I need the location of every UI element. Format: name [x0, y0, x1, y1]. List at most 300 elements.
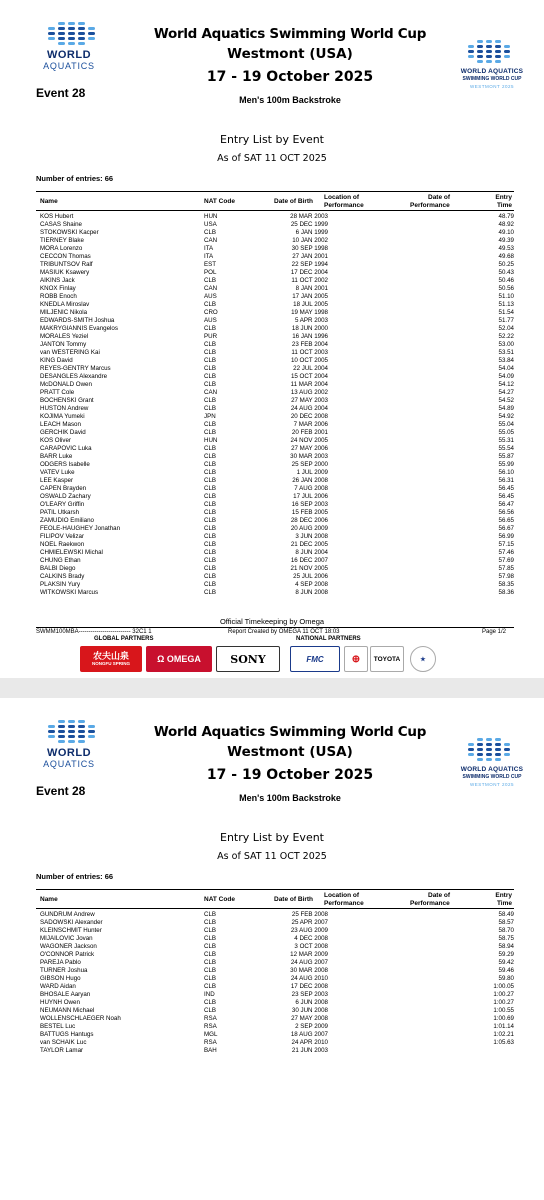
nat-code: CAN	[204, 237, 218, 244]
date-of-birth: 30 MAR 2003	[290, 453, 328, 460]
omega-logo: Ω OMEGA	[146, 646, 212, 672]
athlete-name: TIERNEY Blake	[40, 237, 84, 244]
date-of-birth: 18 AUG 2007	[290, 1031, 328, 1038]
entry-time: 49.39	[498, 237, 514, 244]
athlete-name: LEACH Mason	[40, 421, 81, 428]
nat-code: CLB	[204, 983, 217, 990]
date-of-birth: 2 SEP 2009	[295, 1023, 328, 1030]
entry-time: 59.42	[498, 959, 514, 966]
table-row	[36, 341, 514, 349]
entry-time: 1:00.05	[493, 983, 514, 990]
nat-code: CLB	[204, 429, 217, 436]
competition-title: World Aquatics Swimming World Cup	[153, 724, 427, 740]
date-of-birth: 21 JUN 2003	[291, 1047, 328, 1054]
table-row	[36, 213, 514, 221]
entry-time: 55.54	[498, 445, 514, 452]
col-time-1: Entry	[495, 892, 512, 899]
table-row	[36, 573, 514, 581]
entry-time: 58.36	[498, 589, 514, 596]
entry-time: 1:00.27	[493, 999, 514, 1006]
col-dop-2: Performance	[410, 202, 450, 209]
date-of-birth: 8 JUN 2008	[295, 589, 328, 596]
entry-time: 50.56	[498, 285, 514, 292]
entry-time: 58.49	[498, 911, 514, 918]
table-row	[36, 1015, 514, 1023]
date-of-birth: 6 JAN 1999	[295, 229, 328, 236]
col-nat: NAT Code	[204, 198, 235, 205]
entry-time: 57.85	[498, 565, 514, 572]
date-of-birth: 24 APR 2010	[291, 1039, 328, 1046]
table-row	[36, 277, 514, 285]
nat-code: CLB	[204, 549, 217, 556]
athlete-name: CHUNG Ethan	[40, 557, 81, 564]
col-dop-1: Date of	[428, 892, 451, 899]
entry-time: 49.68	[498, 253, 514, 260]
athlete-name: BOCHENSKI Grant	[40, 397, 94, 404]
global-partners-label: GLOBAL PARTNERS	[94, 636, 154, 642]
date-of-birth: 21 NOV 2005	[290, 565, 328, 572]
athlete-name: HUYNH Owen	[40, 999, 80, 1006]
date-of-birth: 24 NOV 2005	[290, 437, 328, 444]
race-name: Men's 100m Backstroke	[239, 95, 341, 105]
nat-code: HUN	[204, 437, 218, 444]
date-of-birth: 12 MAR 2009	[290, 951, 328, 958]
event-number: Event 28	[36, 86, 86, 100]
entry-time: 56.31	[498, 477, 514, 484]
nat-code: POL	[204, 269, 217, 276]
table-row	[36, 461, 514, 469]
table-row	[36, 421, 514, 429]
table-row	[36, 317, 514, 325]
entry-time: 54.89	[498, 405, 514, 412]
entry-time: 1:00.69	[493, 1015, 514, 1022]
entry-time: 52.22	[498, 333, 514, 340]
entry-time: 57.15	[498, 541, 514, 548]
athlete-name: ZAMUDIO Emiliano	[40, 517, 94, 524]
date-of-birth: 25 JUL 2006	[293, 573, 328, 580]
entry-time: 54.52	[498, 397, 514, 404]
logo-text-aquatics: AQUATICS	[43, 759, 95, 769]
nat-code: CLB	[204, 485, 217, 492]
logo-dots-icon	[48, 720, 98, 743]
table-row	[36, 309, 514, 317]
nat-code: CLB	[204, 397, 217, 404]
athlete-name: DESANGLES Alexandre	[40, 373, 108, 380]
nat-code: CLB	[204, 533, 217, 540]
col-location-1: Location of	[324, 194, 360, 201]
entry-time: 53.00	[498, 341, 514, 348]
table-row	[36, 333, 514, 341]
usa-swimming-logo-icon: ★	[410, 646, 436, 672]
entry-list-title: Entry List by Event	[220, 831, 324, 844]
athlete-name: KOS Hubert	[40, 213, 74, 220]
entry-time: 58.57	[498, 919, 514, 926]
athlete-name: MASIUK Ksawery	[40, 269, 90, 276]
athlete-name: TRIBUNTSOV Ralf	[40, 261, 93, 268]
timekeeping-note: Official Timekeeping by Omega	[219, 617, 325, 626]
date-of-birth: 24 AUG 2004	[290, 405, 328, 412]
entry-time: 56.10	[498, 469, 514, 476]
number-of-entries: Number of entries: 66	[36, 174, 114, 183]
nat-code: CLB	[204, 277, 217, 284]
swimming-world-cup-logo	[452, 40, 532, 89]
table-row	[36, 927, 514, 935]
col-dob: Date of Birth	[274, 198, 313, 205]
athlete-name: van WESTERING Kai	[40, 349, 100, 356]
table-row	[36, 493, 514, 501]
entry-time: 51.54	[498, 309, 514, 316]
date-of-birth: 30 SEP 1998	[291, 245, 328, 252]
entry-time: 56.67	[498, 525, 514, 532]
table-row	[36, 1039, 514, 1047]
nat-code: RSA	[204, 1039, 217, 1046]
nat-code: CLB	[204, 349, 217, 356]
page-number: Page 1/2	[482, 629, 507, 635]
nat-code: CLB	[204, 501, 217, 508]
logo-text-1: WORLD AQUATICS	[460, 68, 524, 75]
table-row	[36, 301, 514, 309]
athlete-name: CHMIELEWSKI Michal	[40, 549, 103, 556]
athlete-name: NOEL Raekwon	[40, 541, 85, 548]
title-block	[140, 724, 440, 803]
athlete-name: GERCHIK David	[40, 429, 86, 436]
entry-time: 59.29	[498, 951, 514, 958]
athlete-name: GIBSON Hugo	[40, 975, 81, 982]
athlete-name: WOLLENSCHLAEGER Noah	[40, 1015, 121, 1022]
athlete-name: REYES-GENTRY Marcus	[40, 365, 111, 372]
athlete-name: CASAS Shaine	[40, 221, 82, 228]
table-row	[36, 269, 514, 277]
athlete-name: MILJENIC Nikola	[40, 309, 88, 316]
date-of-birth: 20 FEB 2001	[291, 429, 328, 436]
as-of-date: As of SAT 11 OCT 2025	[217, 851, 327, 862]
table-row	[36, 429, 514, 437]
logo-text-2: SWIMMING WORLD CUP	[462, 76, 522, 82]
athlete-name: KLEINSCHMIT Hunter	[40, 927, 102, 934]
athlete-name: PATIL Utkarsh	[40, 509, 80, 516]
table-row	[36, 589, 514, 597]
date-of-birth: 16 JAN 1996	[292, 333, 328, 340]
table-row	[36, 437, 514, 445]
nat-code: CLB	[204, 373, 217, 380]
entry-time: 51.13	[498, 301, 514, 308]
date-of-birth: 16 SEP 2003	[291, 501, 328, 508]
table-row	[36, 975, 514, 983]
date-of-birth: 11 MAR 2004	[290, 381, 328, 388]
athlete-name: PRATT Cole	[40, 389, 75, 396]
entry-time: 56.45	[498, 485, 514, 492]
col-time-2: Time	[496, 900, 512, 907]
athlete-name: KOS Oliver	[40, 437, 71, 444]
table-row	[36, 229, 514, 237]
table-row	[36, 445, 514, 453]
entry-time: 54.09	[498, 373, 514, 380]
date-of-birth: 10 JAN 2002	[292, 237, 328, 244]
date-of-birth: 3 OCT 2008	[294, 943, 328, 950]
col-location-2: Performance	[324, 900, 364, 907]
col-time-2: Time	[496, 202, 512, 209]
table-row	[36, 501, 514, 509]
entry-time: 56.65	[498, 517, 514, 524]
nat-code: CLB	[204, 493, 217, 500]
date-of-birth: 25 FEB 2008	[291, 911, 328, 918]
logo-text-2: SWIMMING WORLD CUP	[462, 774, 522, 780]
nat-code: CLB	[204, 943, 217, 950]
table-row	[36, 525, 514, 533]
entry-time: 57.46	[498, 549, 514, 556]
table-row	[36, 533, 514, 541]
date-of-birth: 28 MAR 2003	[290, 213, 328, 220]
table-row	[36, 349, 514, 357]
table-row	[36, 1023, 514, 1031]
date-of-birth: 27 JAN 2001	[292, 253, 328, 260]
table-row	[36, 911, 514, 919]
nat-code: CLB	[204, 325, 217, 332]
table-row	[36, 557, 514, 565]
table-row	[36, 365, 514, 373]
table-header	[36, 889, 514, 909]
logo-text-world: WORLD	[46, 49, 92, 61]
date-of-birth: 20 AUG 2009	[290, 525, 328, 532]
athlete-name: BALBI Diego	[40, 565, 76, 572]
toyota-emblem-icon: ⊕	[344, 646, 368, 672]
table-row	[36, 453, 514, 461]
entry-time: 55.31	[498, 437, 514, 444]
entries-table-page-2	[36, 911, 514, 1055]
nat-code: CLB	[204, 911, 217, 918]
entry-time: 52.04	[498, 325, 514, 332]
athlete-name: WITKOWSKI Marcus	[40, 589, 99, 596]
athlete-name: ROBB Enoch	[40, 293, 77, 300]
entry-time: 58.94	[498, 943, 514, 950]
entry-time: 49.10	[498, 229, 514, 236]
venue: Westmont (USA)	[227, 46, 353, 62]
athlete-name: MORA Lorenzo	[40, 245, 83, 252]
entry-time: 55.05	[498, 429, 514, 436]
entry-time: 51.77	[498, 317, 514, 324]
athlete-name: FILIPOV Velizar	[40, 533, 85, 540]
table-row	[36, 991, 514, 999]
date-of-birth: 3 JUN 2008	[295, 533, 328, 540]
entry-time: 55.04	[498, 421, 514, 428]
table-row	[36, 381, 514, 389]
entry-time: 59.80	[498, 975, 514, 982]
entries-table-page-1	[36, 213, 514, 597]
date-of-birth: 21 DEC 2005	[290, 541, 328, 548]
nat-code: IND	[204, 991, 215, 998]
nat-code: CLB	[204, 975, 217, 982]
table-row	[36, 221, 514, 229]
date-of-birth: 23 FEB 2004	[291, 341, 328, 348]
event-number: Event 28	[36, 784, 86, 798]
logo-text-world: WORLD	[46, 747, 92, 759]
race-name: Men's 100m Backstroke	[239, 793, 341, 803]
table-row	[36, 389, 514, 397]
entry-time: 57.98	[498, 573, 514, 580]
date-of-birth: 17 DEC 2004	[290, 269, 328, 276]
date-of-birth: 5 APR 2003	[294, 317, 328, 324]
date-of-birth: 18 JUL 2005	[293, 301, 328, 308]
date-of-birth: 25 APR 2007	[291, 919, 328, 926]
world-aquatics-logo	[34, 720, 104, 769]
athlete-name: O'CONNOR Patrick	[40, 951, 95, 958]
nat-code: CLB	[204, 445, 217, 452]
date-of-birth: 27 MAY 2008	[291, 1015, 328, 1022]
logo-dots-icon	[48, 22, 98, 45]
table-row	[36, 325, 514, 333]
table-row	[36, 245, 514, 253]
date-of-birth: 27 MAY 2006	[291, 445, 328, 452]
nat-code: CLB	[204, 365, 217, 372]
entry-time: 53.84	[498, 357, 514, 364]
table-row	[36, 253, 514, 261]
entry-time: 56.45	[498, 493, 514, 500]
nat-code: CLB	[204, 999, 217, 1006]
athlete-name: PLAKSIN Yury	[40, 581, 81, 588]
competition-title: World Aquatics Swimming World Cup	[153, 26, 427, 42]
date-of-birth: 15 FEB 2005	[291, 509, 328, 516]
entry-time: 49.53	[498, 245, 514, 252]
table-row	[36, 477, 514, 485]
entry-list-title: Entry List by Event	[220, 133, 324, 146]
athlete-name: BHOSALE Aaryan	[40, 991, 91, 998]
date-of-birth: 17 JAN 2005	[292, 293, 328, 300]
date-of-birth: 22 SEP 1994	[291, 261, 328, 268]
nat-code: CRO	[204, 309, 218, 316]
nat-code: CLB	[204, 935, 217, 942]
entry-time: 1:00.27	[493, 991, 514, 998]
nat-code: ITA	[204, 253, 214, 260]
date-of-birth: 30 MAR 2008	[290, 967, 328, 974]
col-name: Name	[40, 896, 58, 903]
entry-time: 55.99	[498, 461, 514, 468]
col-nat: NAT Code	[204, 896, 235, 903]
number-of-entries: Number of entries: 66	[36, 872, 114, 881]
table-row	[36, 413, 514, 421]
logo-text-aquatics: AQUATICS	[43, 61, 95, 71]
nat-code: CLB	[204, 927, 217, 934]
entry-time: 50.43	[498, 269, 514, 276]
table-row	[36, 959, 514, 967]
date-of-birth: 25 SEP 2000	[291, 461, 328, 468]
athlete-name: KNOX Finlay	[40, 285, 76, 292]
table-header	[36, 191, 514, 211]
nat-code: RSA	[204, 1023, 217, 1030]
as-of-date: As of SAT 11 OCT 2025	[217, 153, 327, 164]
athlete-name: van SCHAIK Luc	[40, 1039, 87, 1046]
date-of-birth: 4 DEC 2008	[294, 935, 328, 942]
athlete-name: MAKRYGIANNIS Evangelos	[40, 325, 118, 332]
col-time-1: Entry	[495, 194, 512, 201]
athlete-name: MORALES Yeziel	[40, 333, 89, 340]
table-row	[36, 967, 514, 975]
nat-code: CLB	[204, 1007, 217, 1014]
col-location-1: Location of	[324, 892, 360, 899]
athlete-name: HUSTON Andrew	[40, 405, 89, 412]
nat-code: CLB	[204, 341, 217, 348]
entry-time: 48.92	[498, 221, 514, 228]
table-row	[36, 1031, 514, 1039]
date-of-birth: 4 SEP 2008	[295, 581, 328, 588]
entry-time: 54.12	[498, 381, 514, 388]
athlete-name: CECCON Thomas	[40, 253, 91, 260]
athlete-name: EDWARDS-SMITH Joshua	[40, 317, 115, 324]
date-of-birth: 23 AUG 2009	[290, 927, 328, 934]
date-of-birth: 22 JUL 2004	[293, 365, 328, 372]
athlete-name: VATEV Luke	[40, 469, 75, 476]
entry-time: 50.46	[498, 277, 514, 284]
nat-code: HUN	[204, 213, 218, 220]
nat-code: CLB	[204, 967, 217, 974]
logo-text-1: WORLD AQUATICS	[460, 766, 524, 773]
nat-code: CLB	[204, 381, 217, 388]
athlete-name: CALKINS Brady	[40, 573, 85, 580]
athlete-name: KNEDLA Miroslav	[40, 301, 90, 308]
nat-code: CAN	[204, 285, 218, 292]
date-of-birth: 23 SEP 2003	[291, 991, 328, 998]
table-row	[36, 565, 514, 573]
table-row	[36, 373, 514, 381]
entry-time: 59.46	[498, 967, 514, 974]
table-row	[36, 935, 514, 943]
col-dop-2: Performance	[410, 900, 450, 907]
col-location-2: Performance	[324, 202, 364, 209]
nat-code: CLB	[204, 469, 217, 476]
nat-code: CAN	[204, 389, 218, 396]
entry-time: 57.69	[498, 557, 514, 564]
nat-code: EST	[204, 261, 217, 268]
athlete-name: ODGERS Isabelle	[40, 461, 90, 468]
athlete-name: SADOWSKI Alexander	[40, 919, 103, 926]
athlete-name: CAPEN Brayden	[40, 485, 87, 492]
table-row	[36, 541, 514, 549]
nat-code: MGL	[204, 1031, 218, 1038]
nat-code: CLB	[204, 405, 217, 412]
venue: Westmont (USA)	[227, 744, 353, 760]
table-row	[36, 549, 514, 557]
date-of-birth: 19 MAY 1998	[291, 309, 328, 316]
athlete-name: McDONALD Owen	[40, 381, 92, 388]
athlete-name: OSWALD Zachary	[40, 493, 91, 500]
nat-code: RSA	[204, 1015, 217, 1022]
entry-time: 54.92	[498, 413, 514, 420]
nat-code: CLB	[204, 573, 217, 580]
athlete-name: FEOLE-HAUGHEY Jonathan	[40, 525, 121, 532]
nat-code: CLB	[204, 959, 217, 966]
nat-code: CLB	[204, 229, 217, 236]
nat-code: CLB	[204, 541, 217, 548]
athlete-name: LEE Kasper	[40, 477, 74, 484]
entry-time: 56.47	[498, 501, 514, 508]
athlete-name: TURNER Joshua	[40, 967, 88, 974]
date-of-birth: 18 JUN 2000	[291, 325, 328, 332]
athlete-name: CARAPOVIC Luka	[40, 445, 92, 452]
logo-text-3: WESTMONT 2025	[470, 782, 514, 787]
nat-code: PUR	[204, 333, 218, 340]
footer-divider	[36, 627, 514, 628]
athlete-name: AIKINS Jack	[40, 277, 75, 284]
nat-code: CLB	[204, 525, 217, 532]
date-of-birth: 28 DEC 2006	[290, 517, 328, 524]
athlete-name: MIJAILOVIC Jovan	[40, 935, 93, 942]
date-of-birth: 24 AUG 2007	[290, 959, 328, 966]
date-of-birth: 17 JUL 2006	[293, 493, 328, 500]
athlete-name: KOJIMA Yumeki	[40, 413, 85, 420]
date-of-birth: 7 MAR 2006	[293, 421, 328, 428]
nat-code: AUS	[204, 317, 217, 324]
nongfu-cn: 农夫山泉	[92, 651, 129, 661]
athlete-name: BESTEL Luc	[40, 1023, 76, 1030]
